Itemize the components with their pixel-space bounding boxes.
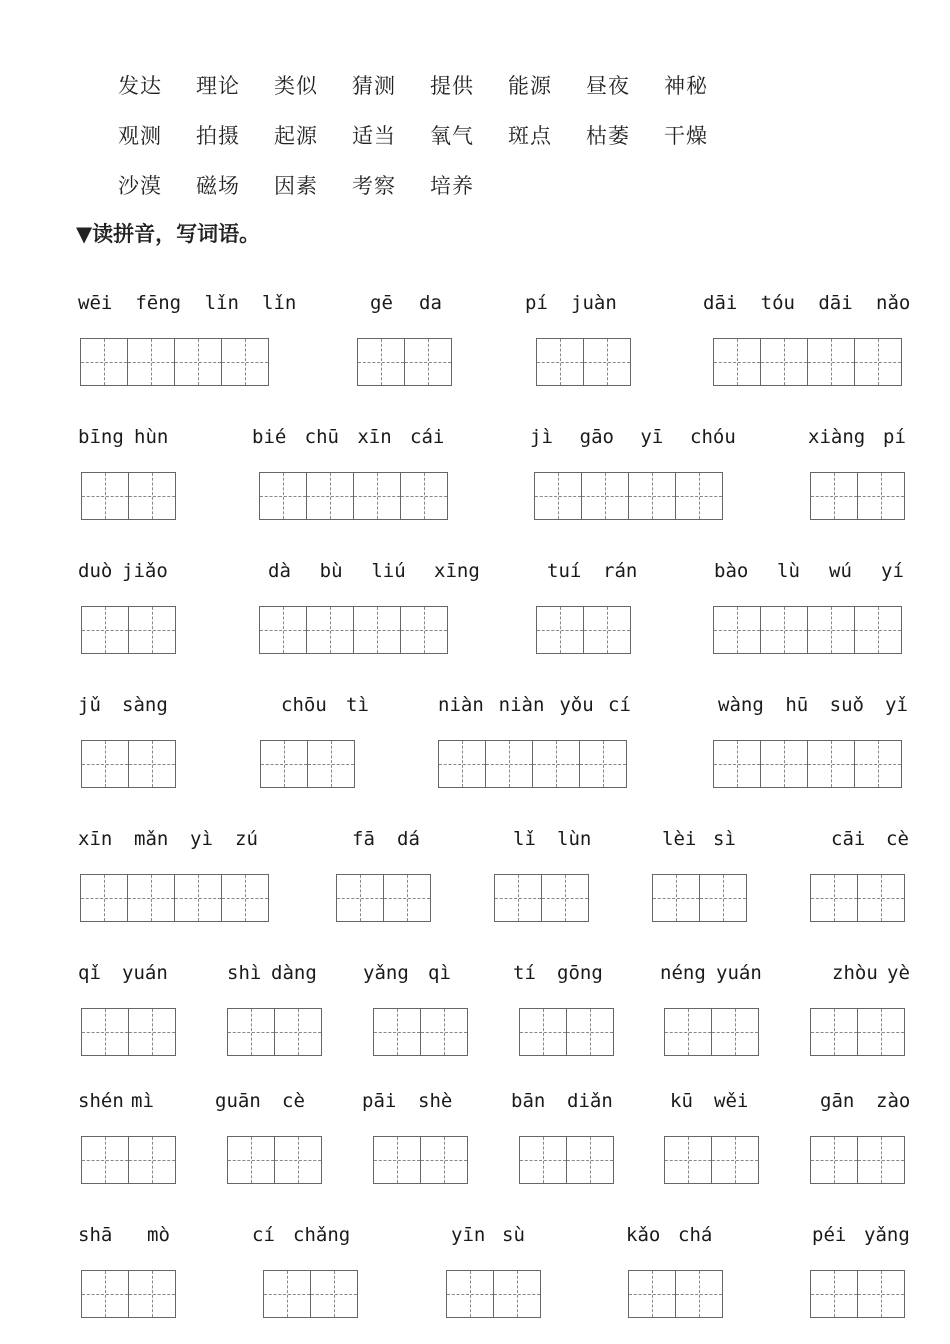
pinyin-prompt <box>268 560 480 588</box>
writing-grid[interactable] <box>810 472 905 520</box>
pinyin-syllable: liú <box>371 560 406 582</box>
character-box[interactable] <box>275 1009 321 1055</box>
character-box[interactable] <box>584 607 630 653</box>
writing-grid[interactable] <box>713 606 902 654</box>
vocabulary-word: 培养 <box>430 174 474 198</box>
pinyin-syllable: zú <box>235 828 258 850</box>
character-box[interactable] <box>537 607 584 653</box>
pinyin-prompt <box>525 292 617 320</box>
writing-grid[interactable] <box>810 1008 905 1056</box>
writing-grid[interactable] <box>534 472 723 520</box>
writing-grid[interactable] <box>336 874 431 922</box>
writing-grid[interactable] <box>263 1270 358 1318</box>
pinyin-prompt <box>530 426 736 454</box>
character-box[interactable] <box>421 1009 467 1055</box>
pinyin-prompt <box>832 962 910 990</box>
character-box[interactable] <box>665 1009 712 1055</box>
character-box[interactable] <box>447 1271 494 1317</box>
pinyin-syllable: cái <box>410 426 445 448</box>
writing-grid[interactable] <box>810 1136 905 1184</box>
writing-grid[interactable] <box>446 1270 541 1318</box>
pinyin-syllable: zhòu <box>832 962 878 984</box>
pinyin-syllable: guān <box>215 1090 261 1112</box>
character-box[interactable] <box>374 1137 421 1183</box>
character-box[interactable] <box>175 339 222 385</box>
pinyin-syllable: wú <box>829 560 852 582</box>
vocabulary-row <box>118 70 742 100</box>
character-box[interactable] <box>855 339 901 385</box>
character-box[interactable] <box>584 339 630 385</box>
pinyin-prompt <box>513 828 591 856</box>
character-box[interactable] <box>222 875 268 921</box>
character-box[interactable] <box>714 607 761 653</box>
writing-grid[interactable] <box>536 338 631 386</box>
character-box[interactable] <box>129 1271 175 1317</box>
writing-grid[interactable] <box>259 472 448 520</box>
writing-grid[interactable] <box>494 874 589 922</box>
writing-grid[interactable] <box>652 874 747 922</box>
writing-grid[interactable] <box>713 338 902 386</box>
pinyin-syllable: gān <box>820 1090 855 1112</box>
vocabulary-word: 昼夜 <box>586 74 630 98</box>
character-box[interactable] <box>808 607 855 653</box>
pinyin-syllable: cè <box>282 1090 305 1112</box>
writing-grid[interactable] <box>260 740 355 788</box>
writing-grid[interactable] <box>227 1008 322 1056</box>
pinyin-syllable: tuí <box>547 560 582 582</box>
pinyin-syllable: duò <box>78 560 113 582</box>
writing-grid[interactable] <box>80 338 269 386</box>
character-box[interactable] <box>337 875 384 921</box>
character-box[interactable] <box>486 741 533 787</box>
character-box[interactable] <box>421 1137 467 1183</box>
pinyin-syllable: diǎn <box>567 1090 613 1112</box>
pinyin-prompt <box>718 694 908 722</box>
writing-grid[interactable] <box>81 1270 176 1318</box>
character-box[interactable] <box>808 339 855 385</box>
pinyin-syllable: sì <box>713 828 736 850</box>
pinyin-syllable: gōng <box>557 962 603 984</box>
pinyin-syllable: bīng <box>78 426 124 448</box>
pinyin-prompt <box>662 828 736 856</box>
pinyin-syllable: yuán <box>716 962 762 984</box>
character-box[interactable] <box>535 473 582 519</box>
character-box[interactable] <box>714 741 761 787</box>
character-box[interactable] <box>354 473 401 519</box>
vocabulary-word: 磁场 <box>196 174 240 198</box>
section-title: ▼读拼音，写词语。 <box>76 222 261 246</box>
vocabulary-word: 因素 <box>274 174 318 198</box>
pinyin-syllable: sù <box>502 1224 525 1246</box>
writing-grid[interactable] <box>664 1136 759 1184</box>
pinyin-prompt <box>78 292 296 320</box>
pinyin-syllable: shì <box>227 962 262 984</box>
pinyin-syllable: dàng <box>271 962 317 984</box>
pinyin-syllable: jì <box>530 426 553 448</box>
pinyin-syllable: pí <box>883 426 906 448</box>
pinyin-syllable: dá <box>397 828 420 850</box>
vocabulary-word: 氧气 <box>430 124 474 148</box>
pinyin-syllable: chóu <box>690 426 736 448</box>
pinyin-syllable: yīn <box>451 1224 486 1246</box>
character-box[interactable] <box>494 1271 540 1317</box>
writing-grid[interactable] <box>519 1008 614 1056</box>
character-box[interactable] <box>129 741 175 787</box>
pinyin-syllable: néng <box>660 962 706 984</box>
pinyin-syllable: bié <box>252 426 287 448</box>
character-box[interactable] <box>580 741 626 787</box>
character-box[interactable] <box>855 741 901 787</box>
pinyin-prompt <box>438 694 631 722</box>
character-box[interactable] <box>82 1271 129 1317</box>
pinyin-syllable: da <box>419 292 442 314</box>
pinyin-syllable: nǎo <box>876 292 911 314</box>
character-box[interactable] <box>82 741 129 787</box>
pinyin-syllable: jiǎo <box>122 560 168 582</box>
character-box[interactable] <box>761 741 808 787</box>
character-box[interactable] <box>811 1271 858 1317</box>
pinyin-prompt <box>78 694 168 722</box>
pinyin-syllable: cè <box>886 828 909 850</box>
pinyin-prompt <box>370 292 442 320</box>
pinyin-syllable: cāi <box>831 828 866 850</box>
pinyin-syllable: hùn <box>134 426 169 448</box>
pinyin-syllable: niàn <box>498 694 545 716</box>
pinyin-syllable: qì <box>428 962 451 984</box>
pinyin-syllable: lǐn <box>262 292 297 314</box>
vocabulary-word: 拍摄 <box>196 124 240 148</box>
character-box[interactable] <box>307 607 354 653</box>
character-box[interactable] <box>81 339 128 385</box>
pinyin-prompt <box>215 1090 305 1118</box>
character-box[interactable] <box>128 875 175 921</box>
character-box[interactable] <box>811 1137 858 1183</box>
pinyin-prompt <box>362 1090 452 1118</box>
character-box[interactable] <box>567 1009 613 1055</box>
vocabulary-word: 考察 <box>352 174 396 198</box>
pinyin-syllable: chōu <box>281 694 327 716</box>
pinyin-prompt <box>252 1224 350 1252</box>
pinyin-syllable: qǐ <box>78 962 101 984</box>
writing-grid[interactable] <box>536 606 631 654</box>
pinyin-syllable: yì <box>190 828 213 850</box>
pinyin-syllable: rán <box>603 560 638 582</box>
character-box[interactable] <box>228 1137 275 1183</box>
pinyin-syllable: wēi <box>78 292 113 314</box>
character-box[interactable] <box>712 1137 758 1183</box>
pinyin-syllable: sàng <box>122 694 168 716</box>
character-box[interactable] <box>261 741 308 787</box>
character-box[interactable] <box>629 473 676 519</box>
pinyin-syllable: tóu <box>760 292 795 314</box>
character-box[interactable] <box>81 875 128 921</box>
character-box[interactable] <box>228 1009 275 1055</box>
character-box[interactable] <box>855 607 901 653</box>
pinyin-prompt <box>714 560 904 588</box>
vocabulary-word: 能源 <box>508 74 552 98</box>
pinyin-syllable: wàng <box>718 694 764 716</box>
character-box[interactable] <box>811 473 858 519</box>
character-box[interactable] <box>676 1271 722 1317</box>
pinyin-syllable: suǒ <box>829 694 864 716</box>
character-box[interactable] <box>129 473 175 519</box>
vocabulary-word: 神秘 <box>664 74 708 98</box>
character-box[interactable] <box>129 607 175 653</box>
pinyin-prompt <box>808 426 906 454</box>
vocabulary-word: 发达 <box>118 74 162 98</box>
pinyin-prompt <box>363 962 451 990</box>
writing-grid[interactable] <box>227 1136 322 1184</box>
pinyin-prompt <box>252 426 444 454</box>
character-box[interactable] <box>712 1009 758 1055</box>
character-box[interactable] <box>275 1137 321 1183</box>
pinyin-syllable: jǔ <box>78 694 101 716</box>
pinyin-syllable: gāo <box>579 426 614 448</box>
pinyin-prompt <box>670 1090 748 1118</box>
pinyin-syllable: xiàng <box>808 426 866 448</box>
pinyin-syllable: bù <box>319 560 343 582</box>
character-box[interactable] <box>82 1137 129 1183</box>
pinyin-syllable: pí <box>525 292 548 314</box>
pinyin-syllable: xīn <box>357 426 392 448</box>
pinyin-syllable: xīn <box>78 828 113 850</box>
pinyin-syllable: cí <box>252 1224 275 1246</box>
pinyin-syllable: shā <box>78 1224 113 1246</box>
pinyin-syllable: bān <box>511 1090 546 1112</box>
pinyin-prompt <box>78 1090 154 1118</box>
character-box[interactable] <box>260 473 307 519</box>
character-box[interactable] <box>401 473 447 519</box>
pinyin-syllable: shè <box>418 1090 453 1112</box>
pinyin-syllable: xīng <box>434 560 480 582</box>
pinyin-syllable: lù <box>777 560 800 582</box>
writing-grid[interactable] <box>81 1008 176 1056</box>
pinyin-syllable: yǐ <box>885 694 908 716</box>
writing-grid[interactable] <box>81 472 176 520</box>
character-box[interactable] <box>260 607 307 653</box>
character-box[interactable] <box>495 875 542 921</box>
character-box[interactable] <box>653 875 700 921</box>
pinyin-prompt <box>78 560 168 588</box>
character-box[interactable] <box>439 741 486 787</box>
pinyin-prompt <box>352 828 420 856</box>
pinyin-syllable: yǒu <box>559 694 594 716</box>
vocabulary-row <box>118 120 742 150</box>
character-box[interactable] <box>307 473 354 519</box>
vocabulary-row <box>118 170 508 200</box>
pinyin-prompt <box>820 1090 910 1118</box>
character-box[interactable] <box>542 875 588 921</box>
character-box[interactable] <box>82 607 129 653</box>
character-box[interactable] <box>811 875 858 921</box>
pinyin-syllable: hū <box>785 694 809 716</box>
pinyin-prompt <box>831 828 909 856</box>
pinyin-syllable: cí <box>608 694 631 716</box>
pinyin-syllable: dāi <box>703 292 738 314</box>
character-box[interactable] <box>405 339 451 385</box>
character-box[interactable] <box>264 1271 311 1317</box>
character-box[interactable] <box>374 1009 421 1055</box>
pinyin-syllable: niàn <box>438 694 484 716</box>
writing-grid[interactable] <box>373 1136 468 1184</box>
pinyin-prompt <box>812 1224 910 1252</box>
character-box[interactable] <box>858 1271 904 1317</box>
pinyin-prompt <box>547 560 637 588</box>
writing-grid[interactable] <box>810 1270 905 1318</box>
pinyin-syllable: kū <box>670 1090 693 1112</box>
pinyin-syllable: juàn <box>571 292 617 314</box>
writing-grid[interactable] <box>373 1008 468 1056</box>
vocabulary-word: 猜测 <box>352 74 396 98</box>
pinyin-syllable: shén <box>78 1090 124 1112</box>
character-box[interactable] <box>384 875 430 921</box>
character-box[interactable] <box>858 875 904 921</box>
character-box[interactable] <box>567 1137 613 1183</box>
writing-grid[interactable] <box>519 1136 614 1184</box>
character-box[interactable] <box>129 1009 175 1055</box>
pinyin-syllable: bào <box>714 560 749 582</box>
pinyin-syllable: yī <box>640 426 664 448</box>
character-box[interactable] <box>308 741 354 787</box>
character-box[interactable] <box>676 473 722 519</box>
vocabulary-word: 干燥 <box>664 124 708 148</box>
character-box[interactable] <box>700 875 746 921</box>
vocabulary-word: 斑点 <box>508 124 552 148</box>
character-box[interactable] <box>358 339 405 385</box>
vocabulary-word: 沙漠 <box>118 174 162 198</box>
pinyin-prompt <box>78 1224 170 1252</box>
writing-grid[interactable] <box>81 606 176 654</box>
character-box[interactable] <box>629 1271 676 1317</box>
character-box[interactable] <box>311 1271 357 1317</box>
pinyin-prompt <box>511 1090 613 1118</box>
character-box[interactable] <box>82 1009 129 1055</box>
pinyin-prompt <box>281 694 369 722</box>
pinyin-prompt <box>703 292 910 320</box>
pinyin-prompt <box>626 1224 712 1252</box>
pinyin-prompt <box>78 962 168 990</box>
pinyin-syllable: mǎn <box>134 828 169 850</box>
vocabulary-word: 适当 <box>352 124 396 148</box>
writing-grid[interactable] <box>259 606 448 654</box>
character-box[interactable] <box>128 339 175 385</box>
character-box[interactable] <box>222 339 268 385</box>
pinyin-syllable: kǎo <box>626 1224 661 1246</box>
writing-grid[interactable] <box>628 1270 723 1318</box>
pinyin-prompt <box>78 828 258 856</box>
pinyin-syllable: mì <box>131 1090 154 1112</box>
pinyin-syllable: tí <box>513 962 536 984</box>
pinyin-prompt <box>513 962 603 990</box>
pinyin-syllable: chá <box>678 1224 713 1246</box>
character-box[interactable] <box>858 473 904 519</box>
pinyin-syllable: lùn <box>557 828 592 850</box>
pinyin-syllable: fā <box>352 828 375 850</box>
pinyin-syllable: yí <box>881 560 904 582</box>
pinyin-syllable: tì <box>346 694 369 716</box>
character-box[interactable] <box>714 339 761 385</box>
character-box[interactable] <box>811 1009 858 1055</box>
writing-grid[interactable] <box>80 874 269 922</box>
character-box[interactable] <box>129 1137 175 1183</box>
pinyin-syllable: gē <box>370 292 393 314</box>
character-box[interactable] <box>582 473 629 519</box>
pinyin-prompt <box>227 962 317 990</box>
character-box[interactable] <box>520 1009 567 1055</box>
writing-grid[interactable] <box>81 1136 176 1184</box>
pinyin-syllable: dà <box>268 560 291 582</box>
pinyin-syllable: chū <box>304 426 339 448</box>
character-box[interactable] <box>761 607 808 653</box>
writing-grid[interactable] <box>713 740 902 788</box>
writing-grid[interactable] <box>664 1008 759 1056</box>
character-box[interactable] <box>175 875 222 921</box>
pinyin-syllable: zào <box>876 1090 911 1112</box>
pinyin-syllable: mò <box>147 1224 170 1246</box>
vocabulary-word: 类似 <box>274 74 318 98</box>
character-box[interactable] <box>858 1009 904 1055</box>
pinyin-syllable: yuán <box>122 962 168 984</box>
pinyin-syllable: chǎng <box>293 1224 351 1246</box>
pinyin-syllable: fēng <box>135 292 182 314</box>
character-box[interactable] <box>533 741 580 787</box>
pinyin-syllable: lèi <box>662 828 697 850</box>
pinyin-prompt <box>660 962 762 990</box>
character-box[interactable] <box>520 1137 567 1183</box>
writing-grid[interactable] <box>357 338 452 386</box>
vocabulary-word: 枯萎 <box>586 124 630 148</box>
character-box[interactable] <box>401 607 447 653</box>
pinyin-syllable: lǐn <box>204 292 239 314</box>
vocabulary-word: 理论 <box>196 74 240 98</box>
pinyin-syllable: wěi <box>714 1090 749 1112</box>
writing-grid[interactable] <box>438 740 627 788</box>
pinyin-prompt <box>78 426 168 454</box>
pinyin-syllable: pāi <box>362 1090 397 1112</box>
character-box[interactable] <box>761 339 808 385</box>
pinyin-syllable: yǎng <box>363 962 409 984</box>
pinyin-syllable: yǎng <box>864 1224 910 1246</box>
writing-grid[interactable] <box>810 874 905 922</box>
writing-grid[interactable] <box>81 740 176 788</box>
vocabulary-word: 起源 <box>274 124 318 148</box>
pinyin-prompt <box>451 1224 525 1252</box>
character-box[interactable] <box>808 741 855 787</box>
pinyin-syllable: dāi <box>818 292 853 314</box>
character-box[interactable] <box>665 1137 712 1183</box>
character-box[interactable] <box>858 1137 904 1183</box>
character-box[interactable] <box>354 607 401 653</box>
vocabulary-word: 提供 <box>430 74 474 98</box>
pinyin-syllable: yè <box>887 962 910 984</box>
character-box[interactable] <box>82 473 129 519</box>
character-box[interactable] <box>537 339 584 385</box>
pinyin-syllable: péi <box>812 1224 847 1246</box>
pinyin-syllable: lǐ <box>513 828 536 850</box>
vocabulary-word: 观测 <box>118 124 162 148</box>
